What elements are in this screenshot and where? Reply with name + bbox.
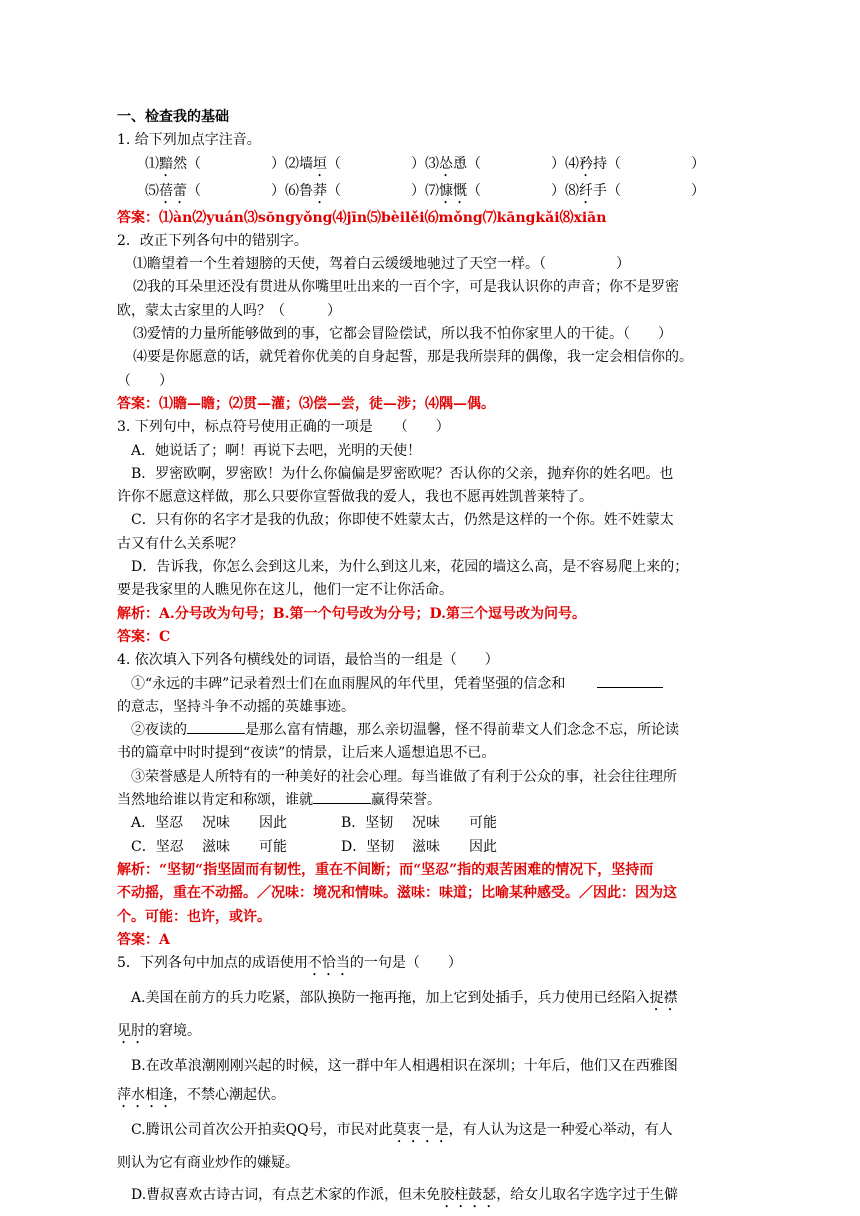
q5-option-a-1: A.美国在前方的兵力吃紧，部队换防一拖再拖，加上它到处插手，兵力使用已经陷入捉襟 [131,990,678,1007]
q5-option-c-1: C.腾讯公司首次公开拍卖QQ号，市民对此莫衷一是，有人认为这是一种爱心举动，有人 [131,1122,673,1139]
q1-item-2: ⑵墙垣（ ） [285,155,425,172]
q4-option-c-word-3: 可能 [259,838,287,855]
q1-item-1: ⑴黯然（ ） [145,155,285,172]
q4-blank-1 [597,673,663,688]
q3-analysis: 解析：A.分号改为句号；B.第一个句号改为分号；D.第三个逗号改为问号。 [117,605,586,622]
section-heading: 一、检查我的基础 [117,109,229,125]
q4-blank-2 [187,719,245,734]
q1-item-7: ⑺慷慨（ ） [425,182,565,199]
q4-sentence-1a: ①“永远的丰碑”记录着烈士们在血雨腥风的年代里，凭着坚强的信念和 [117,673,737,696]
q2-sentence-1: ⑴瞻望着一个生着翅膀的天使，驾着白云缓缓地驰过了天空一样。（ ） [133,256,630,273]
q3-answer: 答案：C [117,628,171,645]
q4-option-b-word-1: B．坚韧 [341,815,394,832]
q3-stem: 3. 下列句中，标点符号使用正确的一项是 （ ） [117,419,450,436]
q4-option-b-word-3: 可能 [469,815,497,832]
q2-sentence-3: ⑶爱情的力量所能够做到的事，它都会冒险偿试，所以我不怕你家里人的干徒。（ ） [133,326,672,343]
q1-answer: 答案：⑴àn⑵yuán⑶sŏngyǒng⑷jīn⑸bèilěi⑹mǒng⑺kāngkǎi⑻xiān [117,209,607,226]
q4-sentence-2a: ②夜读的 是那么富有情趣，那么亲切温馨，怪不得前辈文人们念念不忘，所论读 [117,719,737,742]
worksheet-page [117,106,737,1211]
q4-analysis-2: 不动摇，重在不动摇。／况味：境况和情味。滋味：味道；比喻某种感受。／因此：因为这 [117,885,677,902]
q1-row2 [117,180,737,207]
q4-option-d-word-2: 滋味 [412,838,440,855]
q4-option-a-word-2: 况味 [202,815,230,832]
q4-sentence-2b: 书的篇章中时时提到“夜读”的情景，让后来人遥想追思不已。 [117,745,496,762]
q5-option-c-2: 则认为它有商业炒作的嫌疑。 [117,1155,299,1172]
q2-sentence-2b: 欧，蒙太古家里的人吗？（ ） [117,302,341,319]
q2-sentence-4b: （ ） [117,372,173,389]
q5-option-b-1: B.在改革浪潮刚刚兴起的时候，这一群中年人相遇相识在深圳；十年后，他们又在西雅图 [131,1058,678,1075]
q5-option-b-2: 萍水相逢，不禁心潮起伏。 [117,1087,285,1104]
q4-option-b-word-2: 况味 [412,815,440,832]
q3-option-c-2: 古又有什么关系呢？ [117,535,243,552]
q4-sentence-3a: ③荣誉感是人所特有的一种美好的社会心理。每当谁做了有利于公众的事，社会往往理所 [131,768,677,785]
q1-item-5: ⑸蓓蕾（ ） [145,182,285,199]
q4-options-ab [117,812,737,835]
q2-sentence-4a: ⑷要是你愿意的话，就凭着你优美的自身起誓，那是我所崇拜的偶像，我一定会相信你的。 [133,349,693,366]
q4-option-a-word-3: 因此 [259,815,287,832]
q4-option-d-word-3: 因此 [469,838,497,855]
q1-item-4: ⑷矜持（ ） [565,155,705,172]
q3-option-a: A．她说话了；啊！再说下去吧，光明的天使！ [131,442,422,459]
q2-stem: 2．改正下列各句中的错别字。 [117,232,308,249]
q1-item-8: ⑻纤手（ ） [565,182,705,199]
q5-stem: 5．下列各句中加点的成语使用不恰当的一句是（ ） [117,955,462,972]
q4-analysis-1: 解析：“坚韧“指坚固而有韧性，重在不间断；而“坚忍”指的艰苦困难的情况下，坚持而 [117,861,654,878]
q4-option-c-word-2: 滋味 [202,838,230,855]
q4-blank-3 [313,789,371,804]
q5-option-d-1: D.曹叔喜欢古诗古词，有点艺术家的作派，但未免胶柱鼓瑟，给女儿取名字选字过于生僻 [131,1186,679,1203]
q2-answer: 答案：⑴瞻—瞻；⑵贯—灌；⑶偿—尝，徒—涉；⑷隅—偶。 [117,395,495,412]
q1-item-6: ⑹鲁莽（ ） [285,182,425,199]
q3-option-c-1: C．只有你的名字才是我的仇敌；你即使不姓蒙太古，仍然是这样的一个你。姓不姓蒙太 [131,512,674,529]
q5-option-a-2: 见肘的窘境。 [117,1023,201,1040]
q1-stem: 1. 给下列加点字注音。 [117,132,261,149]
q4-sentence-1b: 的意志，坚持斗争不动摇的英雄事迹。 [117,698,355,715]
q4-answer: 答案：A [117,931,170,948]
q3-option-d-1: D．告诉我，你怎么会到这儿来，为什么到这儿来，花园的墙这么高，是不容易爬上来的； [131,559,689,576]
q3-option-b-2: 许你不愿意这样做，那么只要你宣誓做我的爱人，我也不愿再姓凯普莱特了。 [117,489,593,506]
q4-option-a-word-1: A．坚忍 [131,815,184,832]
q3-option-d-2: 要是我家里的人瞧见你在这儿，他们一定不让你活命。 [117,582,453,599]
q2-sentence-2a: ⑵我的耳朵里还没有贯进从你嘴里吐出来的一百个字，可是我认识你的声音；你不是罗密 [133,279,679,296]
q1-item-3: ⑶怂恿（ ） [425,155,565,172]
q1-row1 [117,153,737,180]
q3-option-b-1: B．罗密欧啊，罗密欧！为什么你偏偏是罗密欧呢？否认你的父亲，抛弃你的姓名吧。也 [131,465,674,482]
q4-option-c-word-1: C．坚忍 [131,838,184,855]
q4-analysis-3: 个。可能：也许，或许。 [117,908,271,925]
q4-option-d-word-1: D．坚韧 [341,838,395,855]
q4-sentence-3b: 当然地给谁以肯定和称颂，谁就 赢得荣誉。 [117,789,737,812]
q4-options-cd [117,836,737,859]
q4-stem: 4. 依次填入下列各句横线处的词语，最恰当的一组是（ ） [117,652,499,669]
